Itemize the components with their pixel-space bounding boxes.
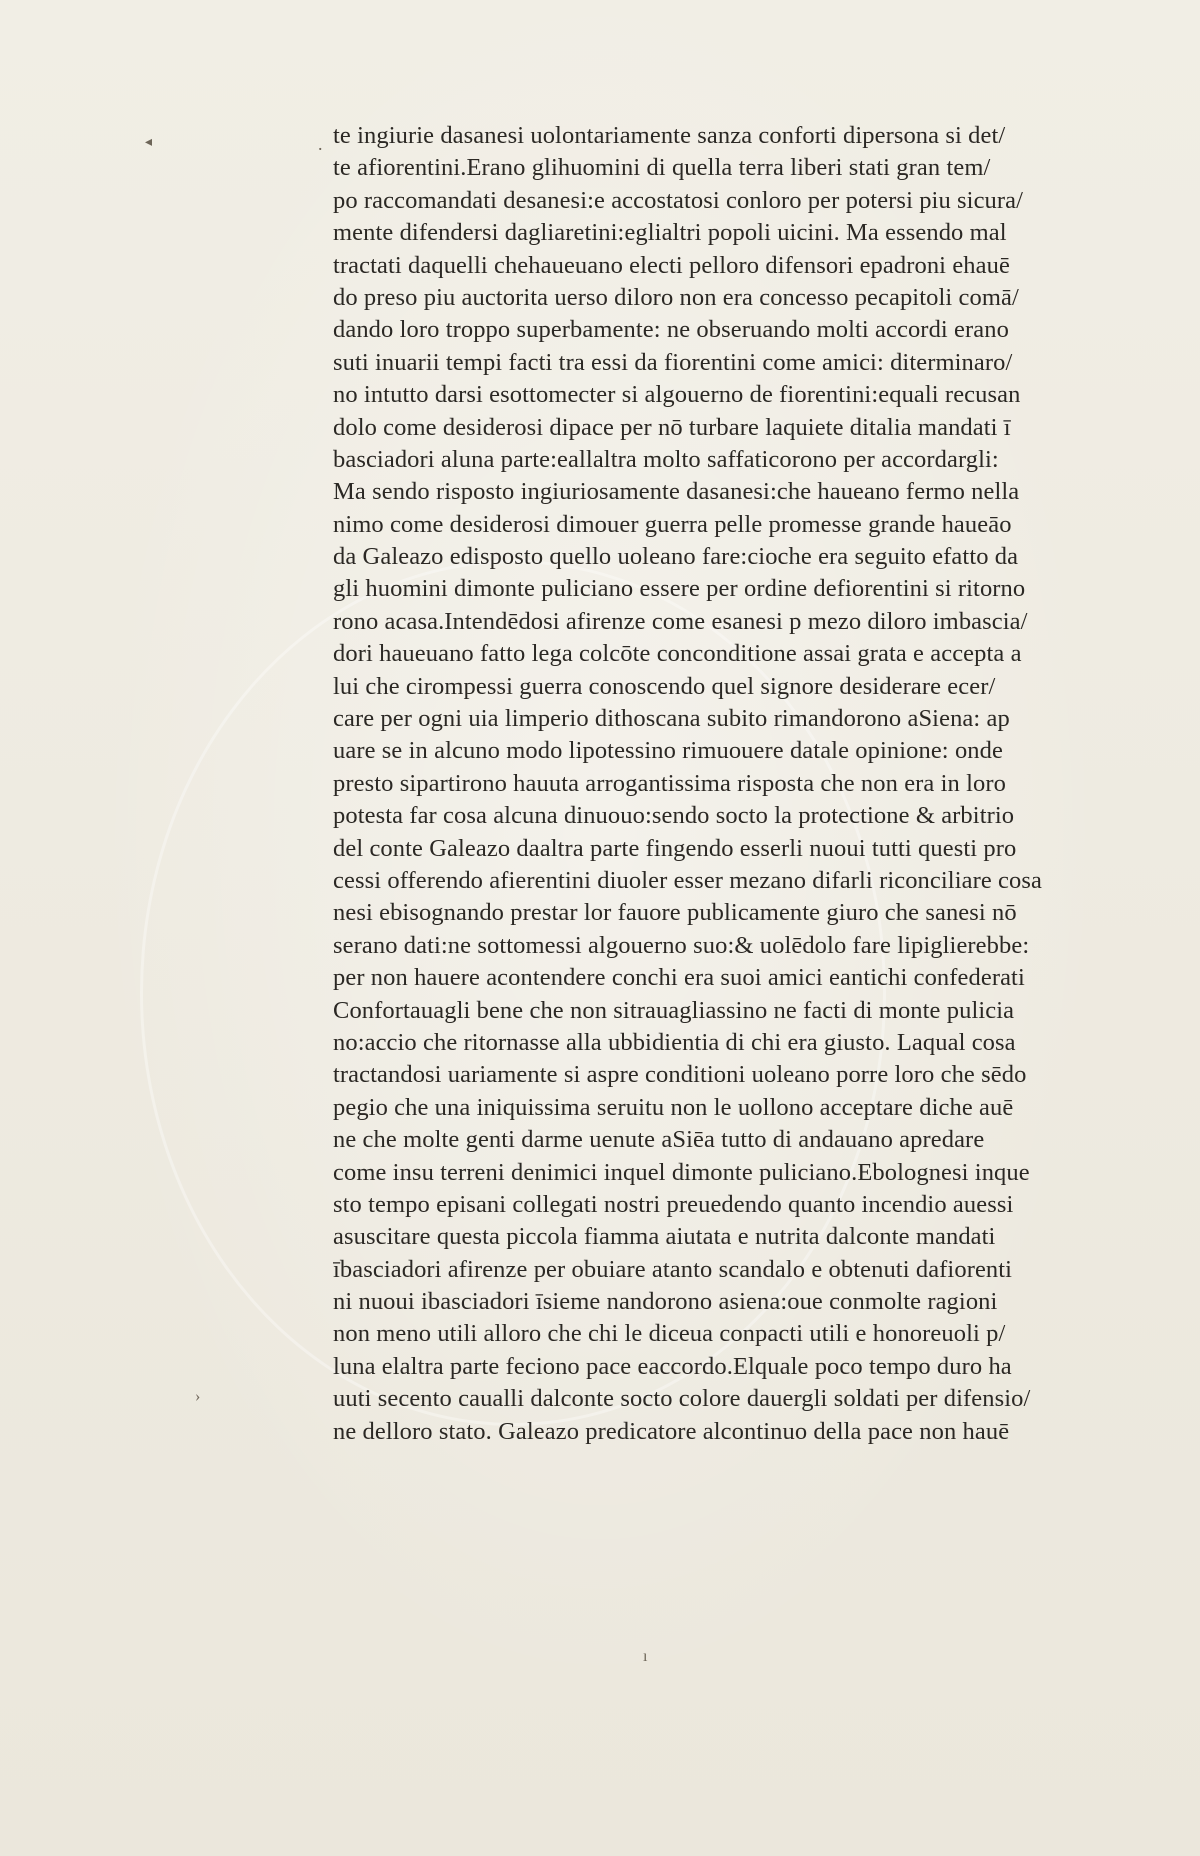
text-line: lui che cirompessi guerra conoscendo quel signore desiderare ecer/	[333, 672, 996, 700]
text-line: cessi offerendo afierentini diuoler esser mezano difarli riconciliare cosa	[333, 866, 1042, 894]
text-line: Confortauagli bene che non sitrauagliassino ne facti di monte pulicia	[333, 996, 1015, 1024]
text-line: no:accio che ritornasse alla ubbidientia di chi era giusto. Laqual cosa	[333, 1028, 1016, 1056]
text-line: dori haueuano fatto lega colcōte conconditione assai grata e accepta a	[333, 640, 1022, 668]
text-line: gli huomini dimonte puliciano essere per ordine defiorentini si ritorno	[333, 575, 1026, 603]
text-line: tractati daquelli chehaueuano electi pelloro difensori epadroni ehauē	[333, 251, 1010, 279]
margin-mark: ›	[195, 1388, 201, 1405]
text-line: potesta far cosa alcuna dinuouo:sendo socto la protectione & arbitrio	[333, 802, 1015, 830]
text-line: presto sipartirono hauuta arrogantissima risposta che non era in loro	[333, 769, 1006, 797]
text-line: te ingiurie dasanesi uolontariamente sanza conforti dipersona si det/	[333, 122, 1006, 149]
text-line: uuti secento caualli dalconte socto colore dauergli soldati per difensio/	[333, 1385, 1031, 1413]
margin-mark: ◂	[145, 135, 153, 150]
text-line: mente difendersi dagliaretini:eglialtri popoli uicini. Ma essendo mal	[333, 219, 1007, 247]
text-line: basciadori aluna parte:eallaltra molto saffaticorono per accordargli:	[333, 445, 999, 473]
text-line: ni nuoui ibasciadori īsieme nandorono asiena:oue conmolte ragioni	[333, 1288, 998, 1316]
text-line: del conte Galeazo daaltra parte fingendo esserli nuoui tutti questi pro	[333, 834, 1017, 862]
margin-mark: ı	[643, 1648, 648, 1665]
text-line: serano dati:ne sottomessi algouerno suo:& uolēdolo fare lipiglierebbe:	[333, 931, 1030, 959]
margin-dot: .	[318, 134, 323, 154]
text-line: tractandosi uariamente si aspre conditioni uoleano porre loro che sēdo	[333, 1061, 1027, 1089]
text-line: da Galeazo edisposto quello uoleano fare:cioche era seguito efatto da	[333, 543, 1019, 571]
text-line: nimo come desiderosi dimouer guerra pelle promesse grande haueāo	[333, 510, 1012, 538]
text-line: luna elaltra parte feciono pace eaccordo.Elquale poco tempo duro ha	[333, 1352, 1012, 1380]
text-line: ībasciadori afirenze per obuiare atanto scandalo e obtenuti dafiorenti	[333, 1255, 1013, 1283]
text-line: te afiorentini.Erano glihuomini di quella terra liberi stati gran tem/	[333, 154, 991, 182]
text-line: ne delloro stato. Galeazo predicatore alcontinuo della pace non hauē	[333, 1417, 1010, 1445]
text-line: asuscitare questa piccola fiamma aiutata e nutrita dalconte mandati	[333, 1223, 996, 1251]
text-line: do preso piu auctorita uerso diloro non era concesso pecapitoli comā/	[333, 283, 1019, 311]
text-line: non meno utili alloro che chi le diceua conpacti utili e honoreuoli p/	[333, 1320, 1006, 1348]
text-line: suti inuarii tempi facti tra essi da fiorentini come amici: diterminaro/	[333, 348, 1013, 376]
text-line: pegio che una iniquissima seruitu non le uollono acceptare diche auē	[333, 1093, 1014, 1121]
text-line: sto tempo episani collegati nostri preuedendo quanto incendio auessi	[333, 1190, 1014, 1218]
text-line: ne che molte genti darme uenute aSiēa tutto di andauano apredare	[333, 1126, 985, 1154]
text-line: per non hauere acontendere conchi era suoi amici eantichi confederati	[333, 964, 1025, 992]
text-line: Ma sendo risposto ingiuriosamente dasanesi:che haueano fermo nella	[333, 478, 1020, 506]
text-line: come insu terreni denimici inquel dimonte puliciano.Ebolognesi inque	[333, 1158, 1030, 1186]
text-line: no intutto darsi esottomecter si algouerno de fiorentini:equali recusan	[333, 381, 1021, 409]
text-line: uare se in alcuno modo lipotessino rimuouere datale opinione: onde	[333, 737, 1003, 765]
text-line: nesi ebisognando prestar lor fauore publicamente giuro che sanesi nō	[333, 899, 1017, 927]
text-line: care per ogni uia limperio dithoscana subito rimandorono aSiena: ap	[333, 705, 1010, 733]
text-block	[333, 120, 1123, 1448]
text-line: rono acasa.Intendēdosi afirenze come esanesi p mezo diloro imbascia/	[333, 607, 1028, 635]
text-line: dolo come desiderosi dipace per nō turbare laquiete ditalia mandati ī	[333, 413, 1011, 441]
text-line: dando loro troppo superbamente: ne obseruando molti accordi erano	[333, 316, 1009, 344]
text-line: po raccomandati desanesi:e accostatosi conloro per potersi piu sicura/	[333, 186, 1024, 214]
